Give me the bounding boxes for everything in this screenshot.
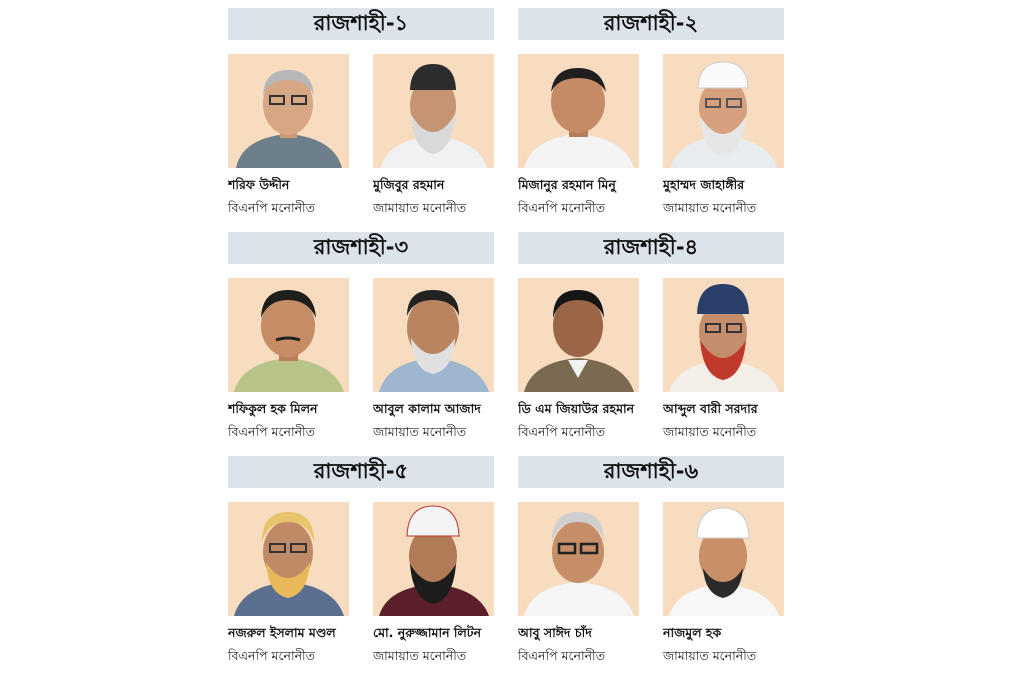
candidate-photo [663, 278, 784, 392]
candidate-name: নজরুল ইসলাম মণ্ডল [228, 625, 336, 640]
candidate-photo [373, 278, 494, 392]
candidate-card [228, 278, 349, 444]
constituency-rajshahi-6 [518, 456, 784, 672]
candidate-photo [663, 502, 784, 616]
candidate-photo [663, 54, 784, 168]
candidate-card [663, 54, 784, 220]
candidate-name: নাজমুল হক [663, 625, 722, 640]
candidate-name: মো. নুরুজ্জামান লিটন [373, 625, 482, 640]
candidate-card [518, 502, 639, 668]
candidate-photo [228, 54, 349, 168]
candidate-photo [518, 278, 639, 392]
candidate-photo [228, 502, 349, 616]
candidate-name: মুহাম্মদ জাহাঙ্গীর [663, 177, 745, 192]
candidate-card [373, 502, 494, 668]
candidate-party: জামায়াত মনোনীত [663, 648, 757, 663]
candidate-photo [518, 502, 639, 616]
candidate-name: শফিকুল হক মিলন [228, 401, 318, 416]
constituency-grid [228, 8, 784, 672]
constituency-title: রাজশাহী-৬ [518, 456, 784, 488]
constituency-title: রাজশাহী-২ [518, 8, 784, 40]
candidate-card [373, 278, 494, 444]
candidate-party: বিএনপি মনোনীত [518, 200, 606, 215]
candidate-party: জামায়াত মনোনীত [663, 424, 757, 439]
candidate-party: জামায়াত মনোনীত [373, 424, 467, 439]
candidate-party: জামায়াত মনোনীত [663, 200, 757, 215]
candidate-card [373, 54, 494, 220]
constituency-rajshahi-2 [518, 8, 784, 232]
constituency-rajshahi-5 [228, 456, 494, 672]
candidate-card [663, 278, 784, 444]
candidate-name: মুজিবুর রহমান [373, 177, 445, 192]
constituency-rajshahi-3 [228, 232, 494, 456]
constituency-title: রাজশাহী-৪ [518, 232, 784, 264]
constituency-title: রাজশাহী-৩ [228, 232, 494, 264]
candidate-photo [373, 54, 494, 168]
candidate-name: আবু সাঈদ চাঁদ [518, 625, 592, 640]
candidate-card [518, 278, 639, 444]
constituency-rajshahi-1 [228, 8, 494, 232]
candidate-name: শরিফ উদ্দীন [228, 177, 290, 192]
candidate-party: বিএনপি মনোনীত [228, 200, 316, 215]
candidate-party: বিএনপি মনোনীত [518, 424, 606, 439]
candidate-party: জামায়াত মনোনীত [373, 648, 467, 663]
candidate-card [228, 502, 349, 668]
candidate-card [518, 54, 639, 220]
candidate-party: বিএনপি মনোনীত [228, 424, 316, 439]
candidate-party: জামায়াত মনোনীত [373, 200, 467, 215]
candidate-name: মিজানুর রহমান মিনু [518, 177, 616, 192]
candidate-card [663, 502, 784, 668]
candidate-name: আবুল কালাম আজাদ [373, 401, 481, 416]
constituency-title: রাজশাহী-৫ [228, 456, 494, 488]
candidate-party: বিএনপি মনোনীত [518, 648, 606, 663]
candidate-card [228, 54, 349, 220]
candidate-party: বিএনপি মনোনীত [228, 648, 316, 663]
candidate-photo [228, 278, 349, 392]
constituency-title: রাজশাহী-১ [228, 8, 494, 40]
candidate-photo [373, 502, 494, 616]
candidate-name: আব্দুল বারী সরদার [663, 401, 758, 416]
candidate-photo [518, 54, 639, 168]
candidate-name: ডি এম জিয়াউর রহমান [518, 401, 635, 416]
constituency-rajshahi-4 [518, 232, 784, 456]
